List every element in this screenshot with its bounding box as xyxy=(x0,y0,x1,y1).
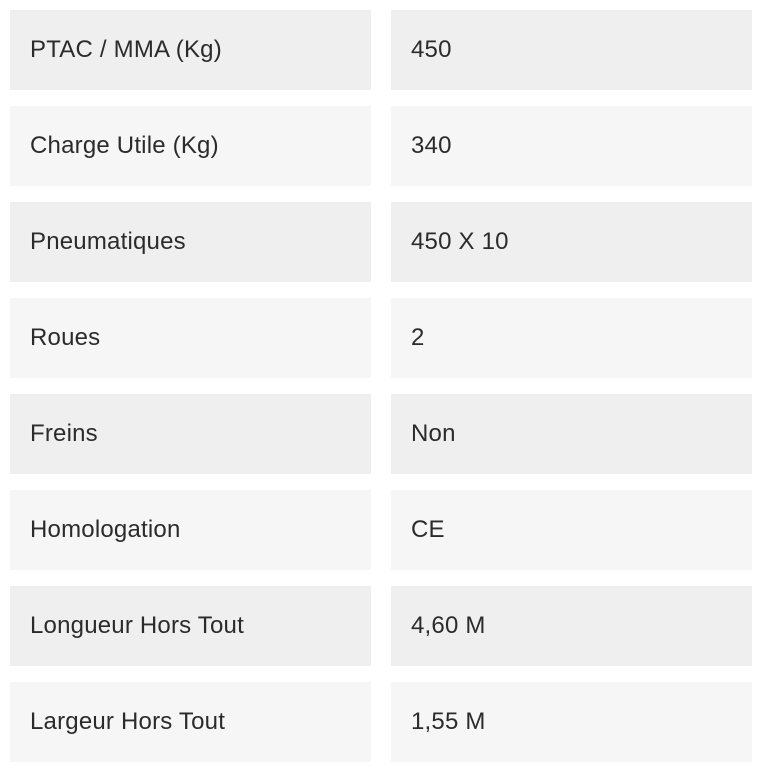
spec-row-charge-utile xyxy=(0,106,764,186)
spec-label: Freins xyxy=(10,394,371,474)
spec-value: 450 xyxy=(391,10,752,90)
spec-label: PTAC / MMA (Kg) xyxy=(10,10,371,90)
spec-row-roues xyxy=(0,298,764,378)
spec-label: Pneumatiques xyxy=(10,202,371,282)
spec-value: 1,55 M xyxy=(391,682,752,762)
spec-row-ptac xyxy=(0,10,764,90)
spec-label: Homologation xyxy=(10,490,371,570)
spec-row-homologation xyxy=(0,490,764,570)
spec-row-pneumatiques xyxy=(0,202,764,282)
spec-value: 340 xyxy=(391,106,752,186)
spec-value: CE xyxy=(391,490,752,570)
spec-label: Largeur Hors Tout xyxy=(10,682,371,762)
spec-value: 450 X 10 xyxy=(391,202,752,282)
spec-value: 4,60 M xyxy=(391,586,752,666)
spec-label: Longueur Hors Tout xyxy=(10,586,371,666)
spec-value: Non xyxy=(391,394,752,474)
spec-row-largeur xyxy=(0,682,764,762)
spec-value: 2 xyxy=(391,298,752,378)
spec-label: Roues xyxy=(10,298,371,378)
spec-row-longueur xyxy=(0,586,764,666)
spec-row-freins xyxy=(0,394,764,474)
spec-label: Charge Utile (Kg) xyxy=(10,106,371,186)
